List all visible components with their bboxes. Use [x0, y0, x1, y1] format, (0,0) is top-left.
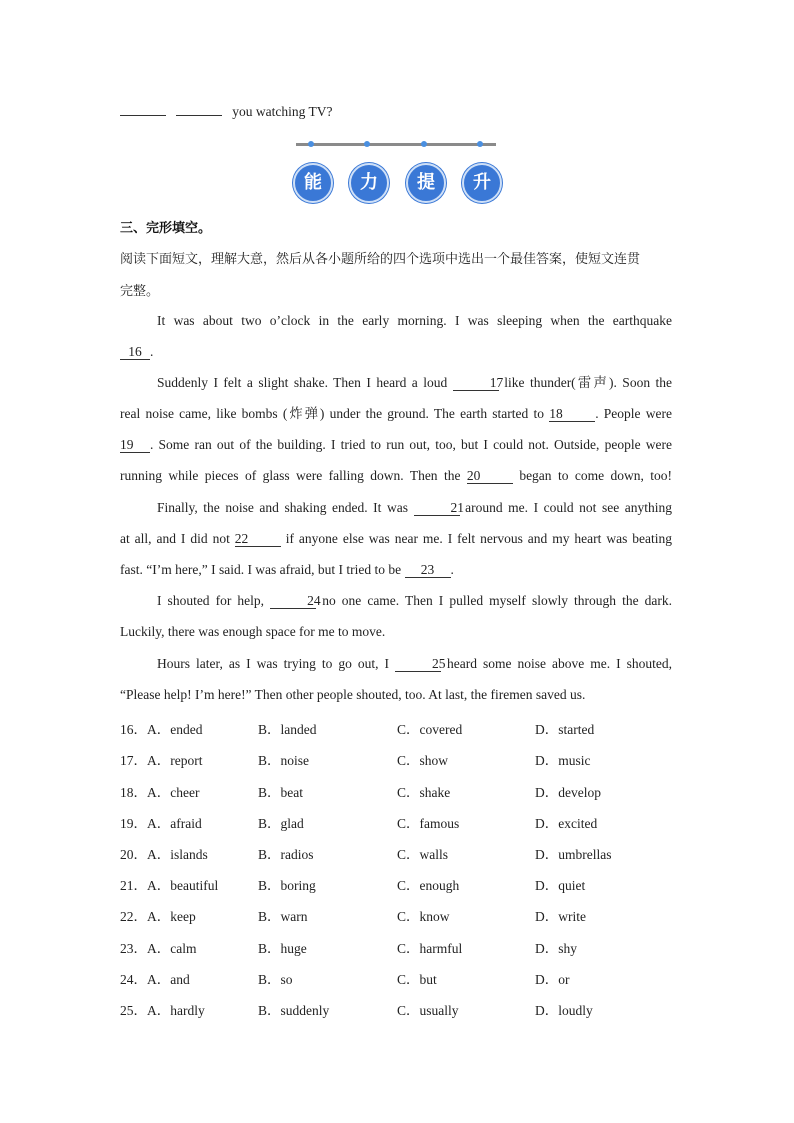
- passage-line: 16 .: [120, 336, 672, 367]
- option-a[interactable]: A．ended: [147, 722, 203, 737]
- passage-paragraph: [120, 305, 672, 367]
- option-b[interactable]: B．beat: [258, 785, 303, 800]
- option-a[interactable]: A．hardly: [147, 1003, 205, 1018]
- banner-dot: [421, 141, 427, 147]
- section-title: 三、完形填空。: [120, 221, 212, 236]
- passage-paragraph: [120, 492, 672, 585]
- banner-dot: [364, 141, 370, 147]
- banner-badge: 提: [406, 163, 446, 203]
- passage-line: It was about two o’clock in the early morning. I was sleeping when the earthquake: [157, 313, 672, 328]
- option-b[interactable]: B．warn: [258, 909, 308, 924]
- blank-23[interactable]: 23: [405, 563, 451, 578]
- blank-24[interactable]: 24: [270, 594, 316, 609]
- passage-line: 19 . Some ran out of the building. I tried to run out, too, but I could not. Outside, people were: [120, 437, 672, 452]
- option-a[interactable]: A．report: [147, 753, 203, 768]
- banner-badge: 升: [462, 163, 502, 203]
- option-b[interactable]: B．boring: [258, 878, 316, 893]
- option-c[interactable]: C．usually: [397, 1003, 459, 1018]
- option-d[interactable]: D．develop: [535, 785, 601, 800]
- option-b[interactable]: B．glad: [258, 816, 304, 831]
- option-a[interactable]: A．afraid: [147, 816, 202, 831]
- option-d[interactable]: D．umbrellas: [535, 847, 612, 862]
- passage-line: “Please help! I’m here!” Then other people shouted, too. At last, the firemen saved us.: [120, 687, 586, 702]
- question-number: 18．: [120, 785, 147, 800]
- passage-paragraph: [120, 648, 672, 710]
- banner-badge: 能: [293, 163, 333, 203]
- option-b[interactable]: B．huge: [258, 941, 307, 956]
- option-c[interactable]: C．but: [397, 972, 437, 987]
- option-c[interactable]: C．enough: [397, 878, 460, 893]
- blank-16[interactable]: 16: [120, 345, 150, 360]
- answer-blank[interactable]: [120, 115, 166, 116]
- option-b[interactable]: B．radios: [258, 847, 314, 862]
- passage-line: fast. “I’m here,” I said. I was afraid, but I tried to be 23 .: [120, 562, 454, 577]
- blank-20[interactable]: 20: [467, 469, 513, 484]
- passage-line: Suddenly I felt a slight shake. Then I heard a loud 17 like thunder(雷声). Soon the: [157, 375, 673, 390]
- passage-line: real noise came, like bombs (炸弹) under the ground. The earth started to 18 . People were: [120, 406, 672, 421]
- passage-line: I shouted for help, 24 no one came. Then I pulled myself slowly through the dark.: [157, 593, 673, 608]
- blank-25[interactable]: 25: [395, 657, 441, 672]
- option-c[interactable]: C．show: [397, 753, 449, 768]
- banner-dot: [477, 141, 483, 147]
- section-instruction: 阅读下面短文，理解大意，然后从各小题所给的四个选项中选出一个最佳答案，使短文连贯: [120, 252, 641, 267]
- banner-dot: [308, 141, 314, 147]
- option-b[interactable]: B．suddenly: [258, 1003, 330, 1018]
- question-number: 19．: [120, 816, 147, 831]
- option-b[interactable]: B．noise: [258, 753, 310, 768]
- passage-line: Luckily, there was enough space for me to move.: [120, 624, 386, 639]
- section-instruction-cont: 完整。: [120, 284, 160, 299]
- option-b[interactable]: B．so: [258, 972, 293, 987]
- passage-paragraph: [120, 367, 672, 491]
- passage-line: Hours later, as I was trying to go out, I 25 heard some noise above me. I shouted,: [157, 656, 673, 671]
- option-d[interactable]: D．started: [535, 722, 595, 737]
- option-c[interactable]: C．shake: [397, 785, 451, 800]
- blank-22[interactable]: 22: [235, 532, 281, 547]
- banner-badge: 力: [349, 163, 389, 203]
- passage-line: at all, and I did not 22 if anyone else was near me. I felt nervous and my heart was beating: [120, 531, 673, 546]
- answer-blank[interactable]: [176, 115, 222, 116]
- option-d[interactable]: D．quiet: [535, 878, 586, 893]
- option-a[interactable]: A．beautiful: [147, 878, 219, 893]
- question-number: 25．: [120, 1003, 147, 1018]
- passage-line: running while pieces of glass were falling down. Then the 20 began to come down, too!: [120, 468, 673, 483]
- question-number: 23．: [120, 941, 147, 956]
- option-d[interactable]: D．excited: [535, 816, 598, 831]
- option-a[interactable]: A．keep: [147, 909, 196, 924]
- option-b[interactable]: B．landed: [258, 722, 317, 737]
- question-number: 24．: [120, 972, 147, 987]
- question-number: 20．: [120, 847, 147, 862]
- option-d[interactable]: D．or: [535, 972, 570, 987]
- blank-21[interactable]: 21: [414, 501, 460, 516]
- option-c[interactable]: C．walls: [397, 847, 449, 862]
- option-d[interactable]: D．loudly: [535, 1003, 593, 1018]
- option-a[interactable]: A．cheer: [147, 785, 200, 800]
- option-a[interactable]: A．and: [147, 972, 190, 987]
- option-c[interactable]: C．know: [397, 909, 450, 924]
- question-number: 22．: [120, 909, 147, 924]
- option-d[interactable]: D．shy: [535, 941, 578, 956]
- option-a[interactable]: A．calm: [147, 941, 197, 956]
- option-d[interactable]: D．music: [535, 753, 591, 768]
- passage-line: Finally, the noise and shaking ended. It was 21 around me. I could not see anything: [157, 500, 673, 515]
- question-number: 16．: [120, 722, 147, 737]
- top-question-text: you watching TV?: [232, 104, 333, 119]
- option-d[interactable]: D．write: [535, 909, 586, 924]
- question-number: 21．: [120, 878, 147, 893]
- blank-17[interactable]: 17: [453, 376, 499, 391]
- option-c[interactable]: C．famous: [397, 816, 460, 831]
- top-question-line: [120, 104, 332, 120]
- passage-paragraph: [120, 585, 672, 647]
- banner-bar: [296, 143, 496, 146]
- option-a[interactable]: A．islands: [147, 847, 208, 862]
- blank-19[interactable]: 19: [120, 438, 150, 453]
- blank-18[interactable]: 18: [549, 407, 595, 422]
- option-c[interactable]: C．harmful: [397, 941, 463, 956]
- question-number: 17．: [120, 753, 147, 768]
- option-c[interactable]: C．covered: [397, 722, 463, 737]
